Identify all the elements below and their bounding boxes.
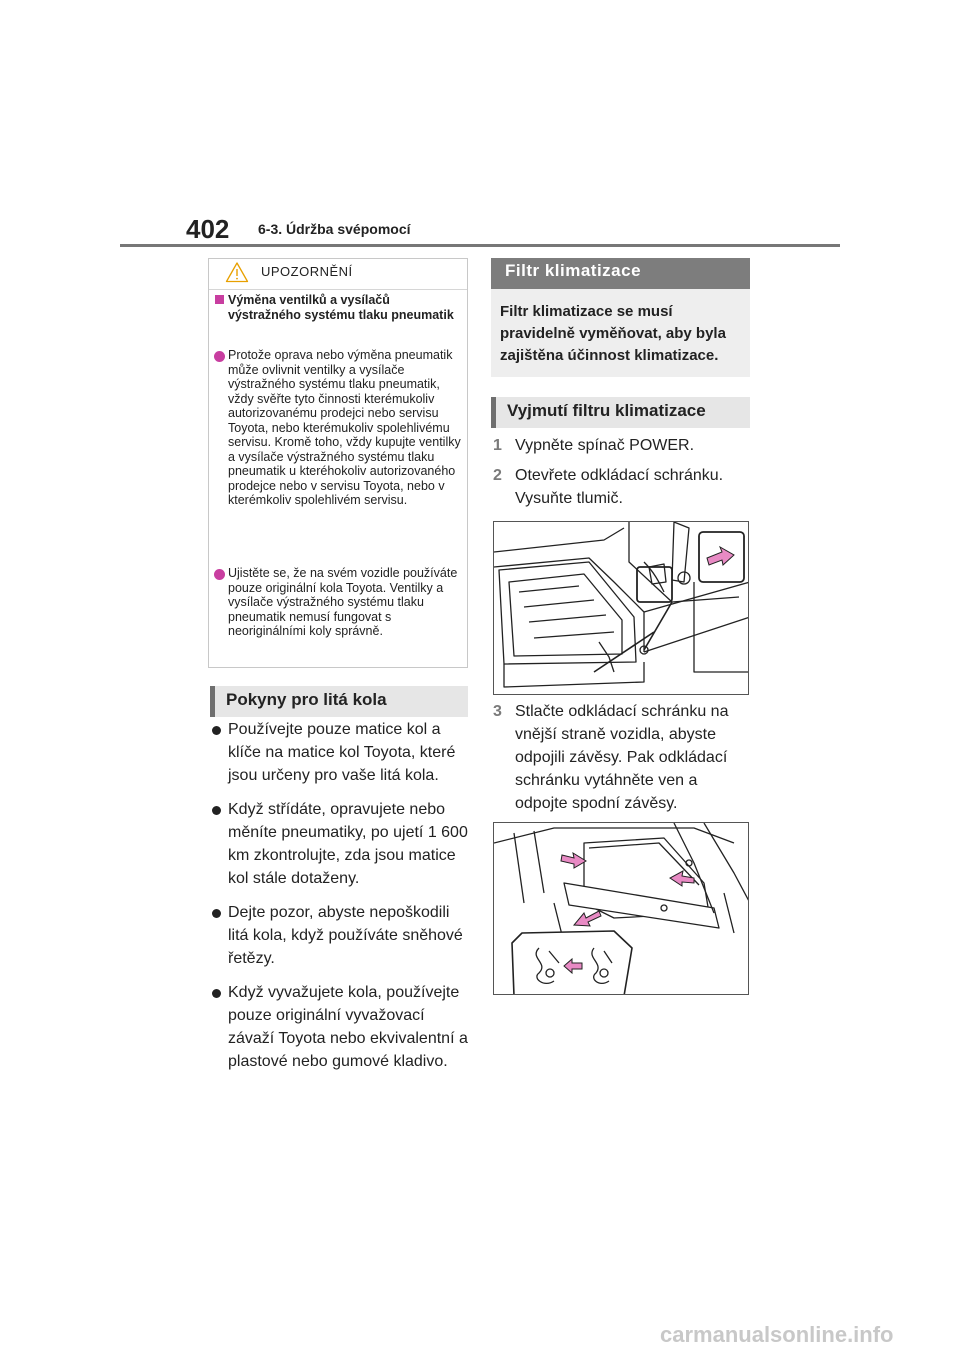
heading-accent	[210, 686, 215, 717]
filter-intro-box	[491, 289, 750, 377]
warning-box	[208, 258, 468, 668]
filter-subheading-text: Vyjmutí filtru klimatizace	[507, 401, 706, 420]
list-item: Když vyvažujete kola, používejte pouze originální vyvažovací závaží Toyota nebo ekvivalentní a plastové nebo gumové kladivo.	[210, 981, 472, 1073]
list-item: Dejte pozor, abyste nepoškodili litá kola, když používáte sněhové řetězy.	[210, 901, 472, 970]
filter-banner-text: Filtr klimatizace	[505, 261, 642, 280]
warning-subtitle: Výměna ventilků a vysílačů výstražného systému tlaku pneumatik	[228, 293, 454, 322]
warning-item: Ujistěte se, že na svém vozidle používáte pouze originální kola Toyota. Ventilky a vysílače výstražného systému tlaku pneumatik nemusí fungovat s neoriginálními koly správně.	[228, 566, 458, 638]
page-number: 402	[186, 214, 230, 244]
alloy-section-heading	[210, 686, 468, 717]
filter-subheading	[491, 397, 750, 428]
warning-header	[209, 259, 467, 285]
watermark-logo: carmanualsonline.info	[660, 1322, 894, 1347]
step-3	[493, 700, 751, 815]
step-2	[493, 464, 751, 510]
step-1	[493, 434, 751, 457]
glovebox-removal-illustration	[494, 823, 749, 995]
heading-accent	[491, 397, 496, 428]
warning-divider	[209, 289, 467, 290]
figure-glovebox-removal	[493, 822, 749, 995]
alloy-bullet-list	[210, 718, 472, 1084]
filter-intro-text: Filtr klimatizace se musí pravidelně vyměňovat, aby byla zajištěna účinnost klimatizace.	[500, 303, 726, 364]
warning-item: Protože oprava nebo výměna pneumatik může ovlivnit ventilky a vysílače výstražného systému tlaku pneumatik, vždy svěřte tyto činnosti kterémukoliv autorizovanému prodejci nebo servisu Toyota, nebo kterémukoliv spolehlivému servisu. Kromě toho, vždy kupujte ventilky a vysílače výstražného systému tlaku pneumatik u kteréhokoliv autorizovaného prodejce nebo v servisu Toyota, nebo v kterémkoliv spolehlivém servisu.	[228, 348, 461, 507]
warning-triangle-icon	[225, 261, 249, 283]
section-title: 6-3. Údržba svépomocí	[258, 221, 411, 237]
round-bullet-icon	[214, 351, 225, 362]
round-bullet-icon	[214, 569, 225, 580]
glovebox-damper-illustration	[494, 522, 749, 695]
step-number: 1	[493, 437, 502, 454]
alloy-heading-text: Pokyny pro litá kola	[226, 690, 387, 709]
list-item: Když střídáte, opravujete nebo měníte pneumatiky, po ujetí 1 600 km zkontrolujte, zda jsou matice kol stále dotaženy.	[210, 798, 472, 890]
step-number: 3	[493, 703, 502, 720]
step-text: Otevřete odkládací schránku. Vysuňte tlumič.	[515, 467, 724, 507]
step-text: Vypněte spínač POWER.	[515, 437, 695, 454]
list-item: Používejte pouze matice kol a klíče na matice kol Toyota, které jsou určeny pro vaše litá kola.	[210, 718, 472, 787]
warning-title: UPOZORNĚNÍ	[261, 264, 353, 279]
header-rule	[120, 244, 840, 247]
figure-damper	[493, 521, 749, 695]
step-number: 2	[493, 467, 502, 484]
filter-banner	[491, 258, 750, 289]
step-text: Stlačte odkládací schránku na vnější straně vozidla, abyste odpojili závěsy. Pak odkládací schránku vytáhněte ven a odpojte spodní závěsy.	[515, 703, 729, 812]
square-bullet-icon	[215, 295, 224, 304]
